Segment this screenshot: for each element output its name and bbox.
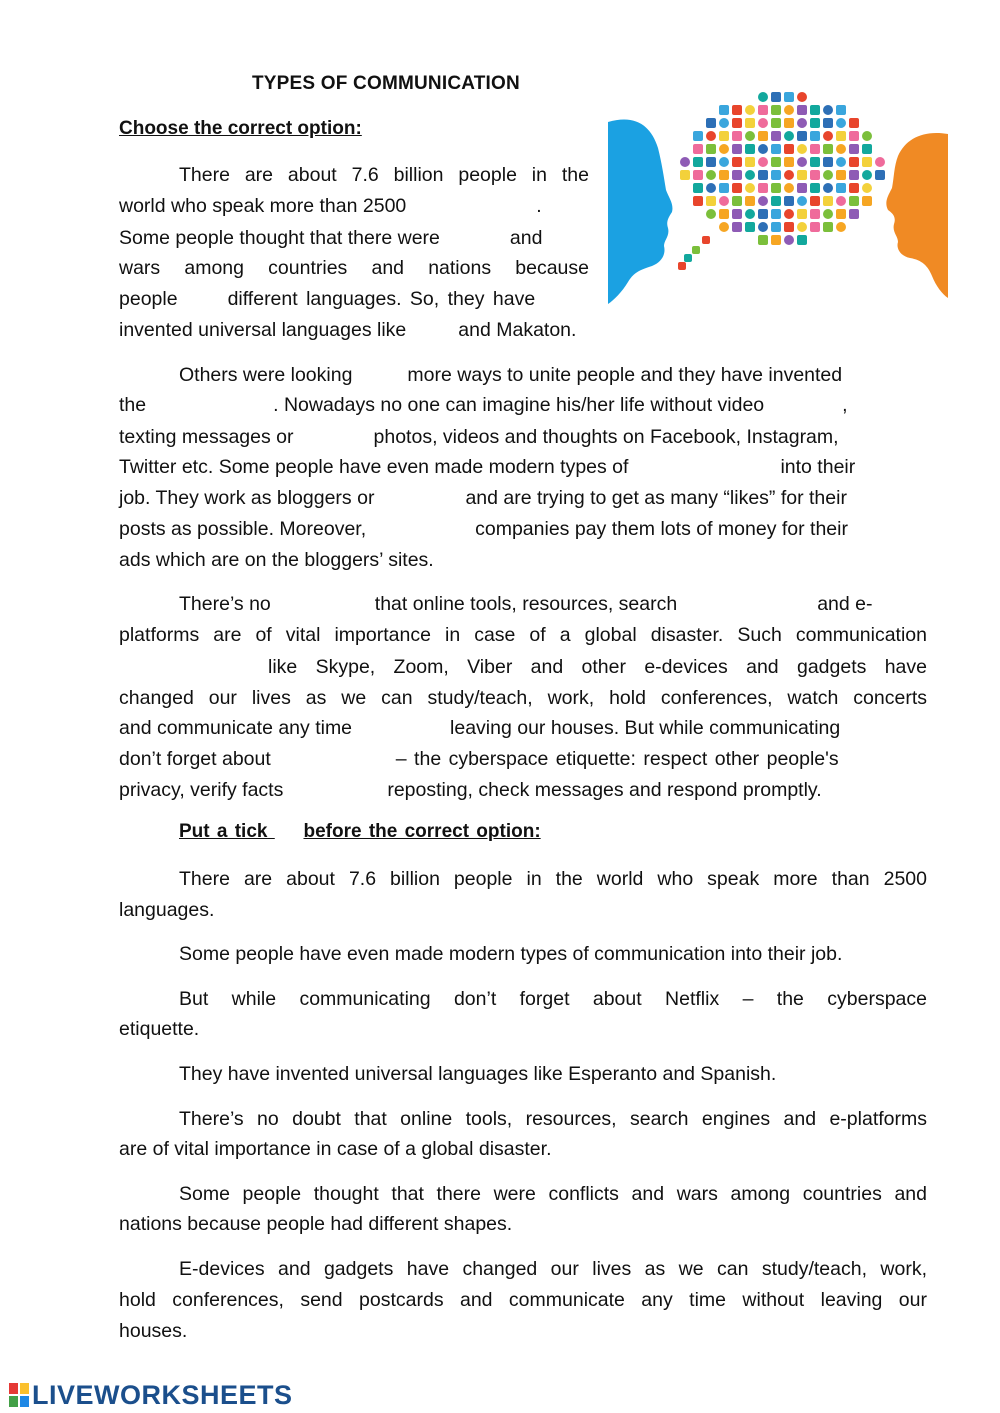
bubble-icon-tile: [758, 183, 768, 193]
bubble-icon-tile: [745, 105, 755, 115]
bubble-icon-tile: [732, 170, 742, 180]
bubble-icon-tile: [719, 105, 729, 115]
p2-line-5: job. They work as bloggers or and are trying to get as many “likes” for their: [119, 487, 847, 509]
bubble-icon-tile: [797, 222, 807, 232]
bubble-icon-tile: [758, 144, 768, 154]
bubble-icon-tile: [784, 144, 794, 154]
bubble-icon-tile: [719, 209, 729, 219]
bubble-icon-tile: [784, 170, 794, 180]
bubble-icon-tile: [745, 131, 755, 141]
tick-item-3-line-2: etiquette.: [119, 1018, 200, 1040]
p1-line-5: people different languages. So, they have: [119, 288, 536, 310]
bubble-icon-tile: [836, 222, 846, 232]
bubble-icon-tile: [706, 118, 716, 128]
bubble-icon-tile: [693, 144, 703, 154]
p1-line-2: world who speak more than 2500 .: [119, 195, 542, 217]
right-face-silhouette: [886, 133, 948, 298]
bubble-icon-tile: [732, 118, 742, 128]
bubble-icon-tile: [732, 222, 742, 232]
bubble-icon-tile: [836, 131, 846, 141]
tick-item-5-line-1[interactable]: There’s no doubt that online tools, resources, search engines and e-platforms: [179, 1108, 927, 1130]
bubble-icon-tile: [719, 144, 729, 154]
bubble-icon-tile: [836, 170, 846, 180]
bubble-icon-tile: [849, 209, 859, 219]
p3-line-6: don’t forget about – the cyberspace etiquette: respect other people's: [119, 748, 839, 770]
tick-item-7-line-2: hold conferences, send postcards and communicate any time without leaving our: [119, 1289, 927, 1311]
bubble-icon-tile: [732, 131, 742, 141]
tick-item-2[interactable]: Some people have even made modern types of communication into their job.: [179, 943, 843, 965]
p1-line-3: Some people thought that there were and: [119, 227, 543, 249]
bubble-icon-tile: [784, 92, 794, 102]
bubble-icon-tile: [836, 196, 846, 206]
bubble-icon-tile: [797, 196, 807, 206]
bubble-icon-tile: [706, 183, 716, 193]
tick-item-6-line-2: nations because people had different shapes.: [119, 1213, 513, 1235]
bubble-icon-tile: [836, 183, 846, 193]
bubble-icon-tile: [797, 131, 807, 141]
bubble-icon-tile: [732, 105, 742, 115]
bubble-icon-tile: [836, 118, 846, 128]
bubble-icon-tile: [823, 105, 833, 115]
bubble-icon-tile: [719, 183, 729, 193]
bubble-icon-tile: [797, 157, 807, 167]
bubble-icon-tile: [849, 183, 859, 193]
bubble-icon-tile: [732, 209, 742, 219]
bubble-icon-tile: [823, 144, 833, 154]
bubble-icon-tile: [771, 144, 781, 154]
bubble-icon-tile: [836, 209, 846, 219]
liveworksheets-mark-icon: [8, 1382, 30, 1408]
bubble-icon-tile: [732, 144, 742, 154]
bubble-icon-tile: [810, 105, 820, 115]
bubble-icon-tile: [797, 235, 807, 245]
tick-item-7-line-1[interactable]: E-devices and gadgets have changed our lives as we can study/teach, work,: [179, 1258, 927, 1280]
p3-line-2: platforms are of vital importance in case of a global disaster. Such communication: [119, 624, 927, 646]
bubble-tail-tile: [678, 262, 686, 270]
bubble-icon-tile: [680, 170, 690, 180]
bubble-icon-tile: [862, 157, 872, 167]
bubble-icon-tile: [810, 170, 820, 180]
bubble-icon-tile: [784, 222, 794, 232]
bubble-icon-tile: [693, 170, 703, 180]
tick-item-1-line-2: languages.: [119, 899, 215, 921]
bubble-icon-tile: [797, 105, 807, 115]
p2-line-7: ads which are on the bloggers’ sites.: [119, 549, 434, 571]
section1-heading: Choose the correct option:: [119, 118, 362, 139]
bubble-icon-tile: [797, 144, 807, 154]
p2-line-3: texting messages or photos, videos and thoughts on Facebook, Instagram,: [119, 426, 839, 448]
tick-item-6-line-1[interactable]: Some people thought that there were conflicts and wars among countries and: [179, 1183, 927, 1205]
bubble-icon-tile: [771, 235, 781, 245]
bubble-icon-tile: [758, 235, 768, 245]
bubble-icon-tile: [758, 170, 768, 180]
bubble-icon-tile: [862, 196, 872, 206]
bubble-icon-tile: [758, 157, 768, 167]
bubble-icon-tile: [836, 157, 846, 167]
tick-item-1-line-1[interactable]: There are about 7.6 billion people in the world who speak more than 2500: [179, 868, 927, 890]
tick-item-5-line-2: are of vital importance in case of a global disaster.: [119, 1138, 552, 1160]
bubble-icon-tile: [797, 170, 807, 180]
bubble-icon-tile: [771, 209, 781, 219]
left-face-silhouette: [608, 120, 672, 304]
bubble-icon-tile: [758, 105, 768, 115]
bubble-icon-tile: [810, 222, 820, 232]
bubble-icon-tile: [771, 131, 781, 141]
bubble-icon-tile: [784, 131, 794, 141]
bubble-icon-tile: [784, 118, 794, 128]
bubble-icon-tile: [797, 209, 807, 219]
bubble-icon-tile: [823, 157, 833, 167]
bubble-icon-tile: [719, 170, 729, 180]
icon-bubble: [678, 92, 885, 270]
p3-line-7: privacy, verify facts reposting, check messages and respond promptly.: [119, 779, 822, 801]
p3-line-4: changed our lives as we can study/teach, work, hold conferences, watch concerts: [119, 687, 927, 709]
bubble-tail-tile: [692, 246, 700, 254]
bubble-icon-tile: [693, 131, 703, 141]
bubble-icon-tile: [875, 170, 885, 180]
bubble-icon-tile: [758, 118, 768, 128]
bubble-icon-tile: [771, 170, 781, 180]
communication-illustration: [606, 86, 948, 312]
p2-line-4: Twitter etc. Some people have even made modern types of into their: [119, 456, 856, 478]
blank-tools[interactable]: [119, 655, 259, 679]
tick-item-4[interactable]: They have invented universal languages like Esperanto and Spanish.: [179, 1063, 777, 1085]
bubble-icon-tile: [771, 183, 781, 193]
bubble-icon-tile: [810, 157, 820, 167]
bubble-icon-tile: [784, 183, 794, 193]
bubble-icon-tile: [784, 157, 794, 167]
section2-heading: Put a tick before the correct option:: [179, 821, 541, 842]
bubble-icon-tile: [797, 183, 807, 193]
bubble-icon-tile: [862, 131, 872, 141]
bubble-icon-tile: [745, 157, 755, 167]
bubble-icon-tile: [810, 183, 820, 193]
bubble-icon-tile: [758, 92, 768, 102]
bubble-tail-tile: [702, 236, 710, 244]
bubble-icon-tile: [823, 118, 833, 128]
p2-line-2: the . Nowadays no one can imagine his/her life without video ,: [119, 394, 848, 416]
bubble-icon-tile: [797, 92, 807, 102]
brand-name: LIVEWORKSHEETS: [32, 1379, 293, 1410]
bubble-icon-tile: [706, 170, 716, 180]
bubble-icon-tile: [745, 183, 755, 193]
p2-line-1: Others were looking more ways to unite people and they have invented: [179, 364, 843, 386]
bubble-icon-tile: [797, 118, 807, 128]
p3-line-5: and communicate any time leaving our houses. But while communicating: [119, 717, 841, 739]
bubble-icon-tile: [758, 131, 768, 141]
bubble-icon-tile: [784, 196, 794, 206]
bubble-icon-tile: [745, 144, 755, 154]
bubble-icon-tile: [784, 235, 794, 245]
tick-item-7-line-3: houses.: [119, 1320, 188, 1342]
page-title: TYPES OF COMMUNICATION: [252, 73, 520, 94]
bubble-icon-tile: [849, 170, 859, 180]
bubble-icon-tile: [823, 222, 833, 232]
tick-item-3-line-1[interactable]: But while communicating don’t forget about Netflix – the cyberspace: [179, 988, 927, 1010]
bubble-icon-tile: [745, 222, 755, 232]
p1-line-1: There are about 7.6 billion people in the: [179, 164, 589, 186]
bubble-icon-tile: [758, 209, 768, 219]
bubble-tail-tile: [684, 254, 692, 262]
bubble-icon-tile: [784, 209, 794, 219]
bubble-icon-tile: [745, 196, 755, 206]
bubble-icon-tile: [849, 131, 859, 141]
bubble-icon-tile: [810, 144, 820, 154]
bubble-icon-tile: [719, 157, 729, 167]
bubble-icon-tile: [771, 157, 781, 167]
bubble-icon-tile: [849, 157, 859, 167]
bubble-icon-tile: [693, 157, 703, 167]
bubble-icon-tile: [823, 183, 833, 193]
bubble-icon-tile: [771, 196, 781, 206]
bubble-icon-tile: [745, 118, 755, 128]
bubble-icon-tile: [849, 118, 859, 128]
bubble-icon-tile: [693, 183, 703, 193]
bubble-icon-tile: [771, 92, 781, 102]
bubble-icon-tile: [862, 183, 872, 193]
bubble-icon-tile: [823, 196, 833, 206]
bubble-icon-tile: [706, 144, 716, 154]
bubble-icon-tile: [693, 196, 703, 206]
bubble-icon-tile: [823, 170, 833, 180]
tick-mark-placeholder: [267, 821, 303, 843]
bubble-icon-tile: [706, 196, 716, 206]
bubble-icon-tile: [745, 209, 755, 219]
bubble-icon-tile: [862, 144, 872, 154]
bubble-icon-tile: [810, 131, 820, 141]
p1-line-6: invented universal languages like and Makaton.: [119, 319, 577, 341]
bubble-icon-tile: [836, 105, 846, 115]
bubble-icon-tile: [706, 157, 716, 167]
bubble-icon-tile: [719, 131, 729, 141]
bubble-icon-tile: [836, 144, 846, 154]
bubble-icon-tile: [745, 170, 755, 180]
bubble-icon-tile: [706, 131, 716, 141]
bubble-icon-tile: [810, 196, 820, 206]
p2-line-6: posts as possible. Moreover, companies pay them lots of money for their: [119, 518, 848, 540]
bubble-icon-tile: [810, 209, 820, 219]
bubble-icon-tile: [849, 196, 859, 206]
p3-line-3: like Skype, Zoom, Viber and other e-devices and gadgets have: [268, 656, 927, 678]
bubble-icon-tile: [875, 157, 885, 167]
bubble-icon-tile: [823, 209, 833, 219]
bubble-icon-tile: [719, 222, 729, 232]
bubble-icon-tile: [680, 157, 690, 167]
bubble-icon-tile: [771, 118, 781, 128]
bubble-icon-tile: [732, 183, 742, 193]
p3-line-1: There’s no that online tools, resources, search and e-: [179, 593, 873, 615]
liveworksheets-logo[interactable]: [8, 1380, 293, 1410]
bubble-icon-tile: [706, 209, 716, 219]
bubble-icon-tile: [784, 105, 794, 115]
bubble-icon-tile: [849, 144, 859, 154]
bubble-icon-tile: [732, 157, 742, 167]
bubble-icon-tile: [862, 170, 872, 180]
bubble-icon-tile: [758, 196, 768, 206]
bubble-icon-tile: [771, 222, 781, 232]
p1-line-4: wars among countries and nations because: [119, 257, 589, 279]
bubble-icon-tile: [771, 105, 781, 115]
bubble-icon-tile: [719, 196, 729, 206]
bubble-icon-tile: [758, 222, 768, 232]
bubble-icon-tile: [732, 196, 742, 206]
bubble-icon-tile: [719, 118, 729, 128]
bubble-icon-tile: [823, 131, 833, 141]
bubble-icon-tile: [810, 118, 820, 128]
